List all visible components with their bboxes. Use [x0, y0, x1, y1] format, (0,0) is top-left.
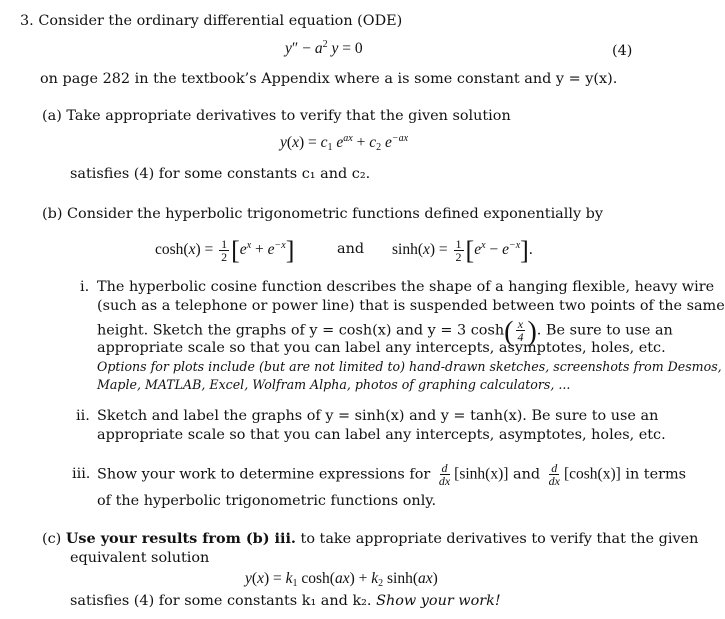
item-i-note2: Maple, MATLAB, Excel, Wolfram Alpha, photos of graphing calculators, ... [97, 377, 571, 392]
item-i-line3: height. Sketch the graphs of y = cosh(x) and y = 3 cosh( $\frac{x}{4}$ ). Be sure to use an [97, 316, 673, 348]
ode-equation: $y'' - a^2$ y = 0 [285, 39, 363, 57]
item-iii-line1: Show your work to determine expressions for $\frac{d}{dx}$ [sinh(x)] and $\frac{d}{dx}$ [cosh(x)] in terms [97, 461, 687, 488]
part-a-text: (a) Take appropriate derivatives to verify that the given solution [42, 108, 511, 124]
problem-intro: 3. Consider the ordinary differential equation (ODE) [20, 13, 403, 29]
item-iii-label: iii. [72, 466, 91, 482]
equation-label: (4) [612, 43, 633, 59]
sinh-definition: sinh(x) = $\frac{1}{2}$ $[e^x - e^{-x}]$. [392, 236, 533, 266]
item-i-line1: The hyperbolic cosine function describes the shape of a hanging flexible, heavy wire [97, 279, 715, 295]
part-c-label: (c) [42, 531, 62, 547]
part-a-after: satisfies (4) for some constants c₁ and c₂. [70, 166, 371, 182]
problem-number: 3. [20, 13, 34, 29]
part-a-label: (a) [42, 108, 62, 124]
item-i-label: i. [80, 279, 90, 295]
item-ii-line2: appropriate scale so that you can label any intercepts, asymptotes, holes, etc. [97, 427, 666, 443]
item-i-line2: (such as a telephone or power line) that is suspended between two points of the same [97, 298, 725, 314]
and-word: and [337, 241, 365, 257]
part-c-after: satisfies (4) for some constants k₁ and k₂. Show your work! [70, 593, 501, 609]
part-c-solution: $y(x) = k_1$ $\cosh(ax) + k_2$ sinh(ax) [245, 570, 438, 589]
item-ii-line1: Sketch and label the graphs of y = sinh(x) and y = tanh(x). Be sure to use an [97, 408, 659, 424]
item-iii-line2: of the hyperbolic trigonometric functions only. [97, 493, 437, 509]
item-i-line4: appropriate scale so that you can label any intercepts, asymptotes, holes, etc. [97, 340, 666, 356]
cosh-definition: cosh(x) = $\frac{1}{2}$ $[e^x + e^{-x}]$ [155, 236, 295, 266]
part-c-text: (c) Use your results from (b) iii. to take appropriate derivatives to verify that the given [42, 530, 699, 547]
part-b-label: (b) [42, 206, 63, 222]
ode-context-line: on page 282 in the textbook’s Appendix where a is some constant and y = y(x). [40, 71, 618, 87]
item-ii-label: ii. [76, 408, 90, 424]
part-a-solution: $y(x) = c_1$ $e^{ax} + c_2$ $e^{-ax}$ [280, 133, 409, 153]
part-c-line2: equivalent solution [70, 550, 210, 566]
item-i-note1: Options for plots include (but are not limited to) hand-drawn sketches, screenshots from Desmos, [97, 359, 722, 374]
part-b-text: (b) Consider the hyperbolic trigonometric functions defined exponentially by [42, 206, 604, 222]
